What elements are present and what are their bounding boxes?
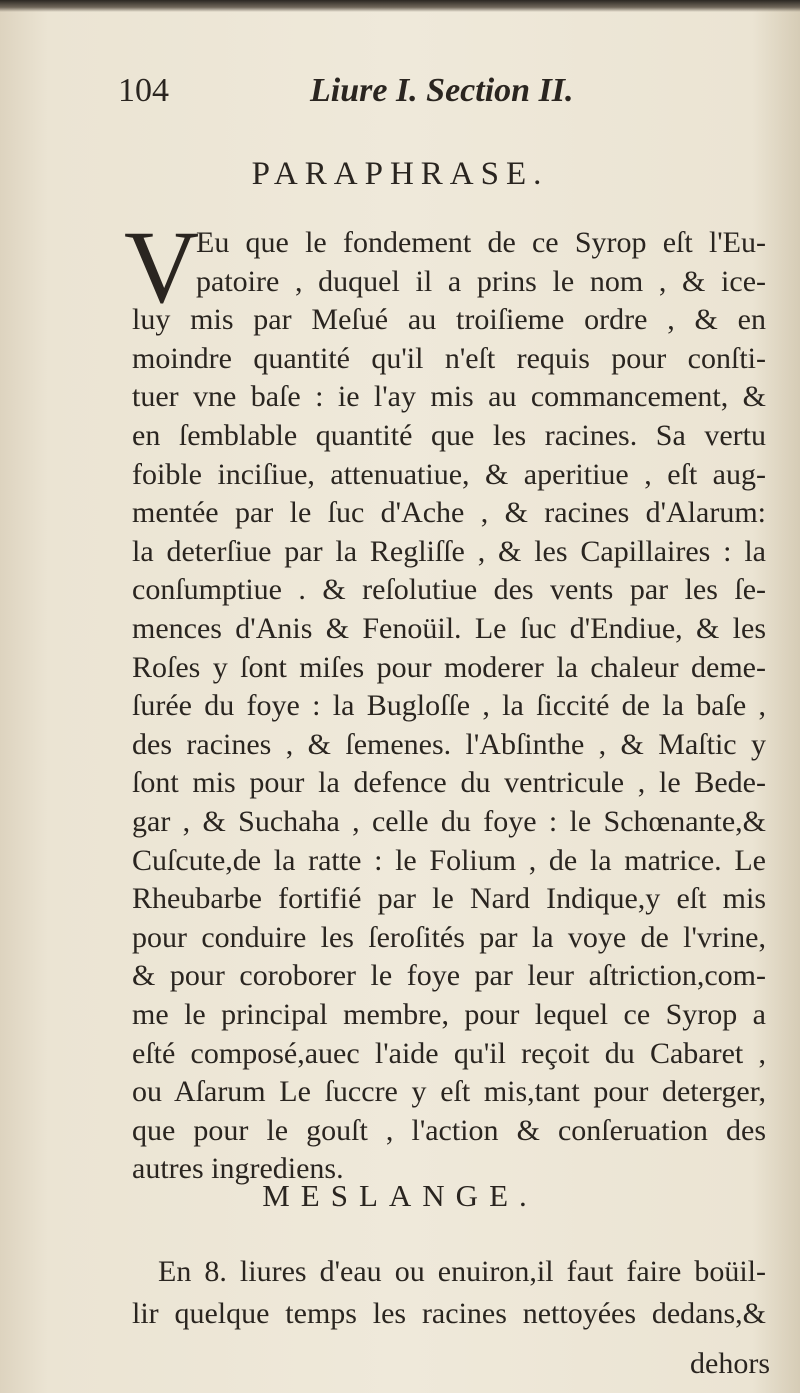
text-line: conſumptiue . & reſolutiue des vents par les ſe- [132,573,766,607]
text-line: En 8. liures d'eau ou enuiron,il faut faire boüil- [158,1255,766,1288]
text-line: patoire , duquel il a prins le nom , & ice- [196,264,766,298]
running-header [118,72,678,122]
drop-cap: V [124,210,200,325]
text-line: mences d'Anis & Fenoüil. Le ſuc d'Endiue, & les [132,612,766,645]
text-line: lir quelque temps les racines nettoyées dedans,& [132,1297,766,1330]
section-title: PARAPHRASE. [251,156,549,192]
catchword: dehors [690,1347,770,1380]
text-line: Cuſcute,de la ratte : le Folium , de la matrice. Le [132,843,766,877]
text-line: foible inciſiue, attenuatiue, & aperitiue , eſt aug- [132,457,766,491]
text-line: moindre quantité qu'il n'eſt requis pour conſti- [132,341,766,375]
text-line: que pour le gouſt , l'action & conſeruation des [132,1113,766,1147]
text-line: mentée par le ſuc d'Ache , & racines d'Alarum: [132,496,766,530]
text-line: ou Aſarum Le ſuccre y eſt mis,tant pour deterger, [132,1075,766,1109]
text-line: pour conduire les ſeroſités par la voye de l'vrine, [132,920,766,954]
text-line: la deterſiue par la Regliſſe , & les Capillaires : la [132,534,766,568]
text-line: luy mis par Meſué au troiſieme ordre , & en [132,303,766,337]
text-line: Roſes y ſont miſes pour moderer la chaleur deme- [132,650,766,684]
scan-edge [0,0,800,12]
text-line: me le principal membre, pour lequel ce Syrop a [132,998,766,1031]
text-line: en ſemblable quantité que les racines. Sa vertu [132,419,766,452]
text-line: des racines , & ſemenes. l'Abſinthe , & Maſtic y [132,727,766,761]
text-line: Rheubarbe fortifié par le Nard Indique,y eſt mis [132,882,766,916]
text-line: & pour coroborer le foye par leur aſtriction,com- [132,959,766,993]
text-line: ſurée du foye : la Bugloſſe , la ſiccité de la baſe , [132,689,766,723]
text-line: Eu que le fondement de ce Syrop eſt l'Eu- [196,226,766,259]
text-line: tuer vne baſe : ie l'ay mis au commancement, & [132,380,766,414]
text-line: autres ingrediens. [132,1152,344,1186]
page-number: 104 [118,72,169,109]
running-title: Liure I. Section II. [310,72,574,109]
text-line: gar , & Suchaha , celle du foye : le Schœnante,& [132,805,766,838]
meslange-title: MESLANGE. [262,1178,538,1213]
text-line: eſté composé,auec l'aide qu'il reçoit du Cabaret , [132,1036,766,1070]
text-line: ſont mis pour la defence du ventricule , le Bede- [132,766,766,800]
